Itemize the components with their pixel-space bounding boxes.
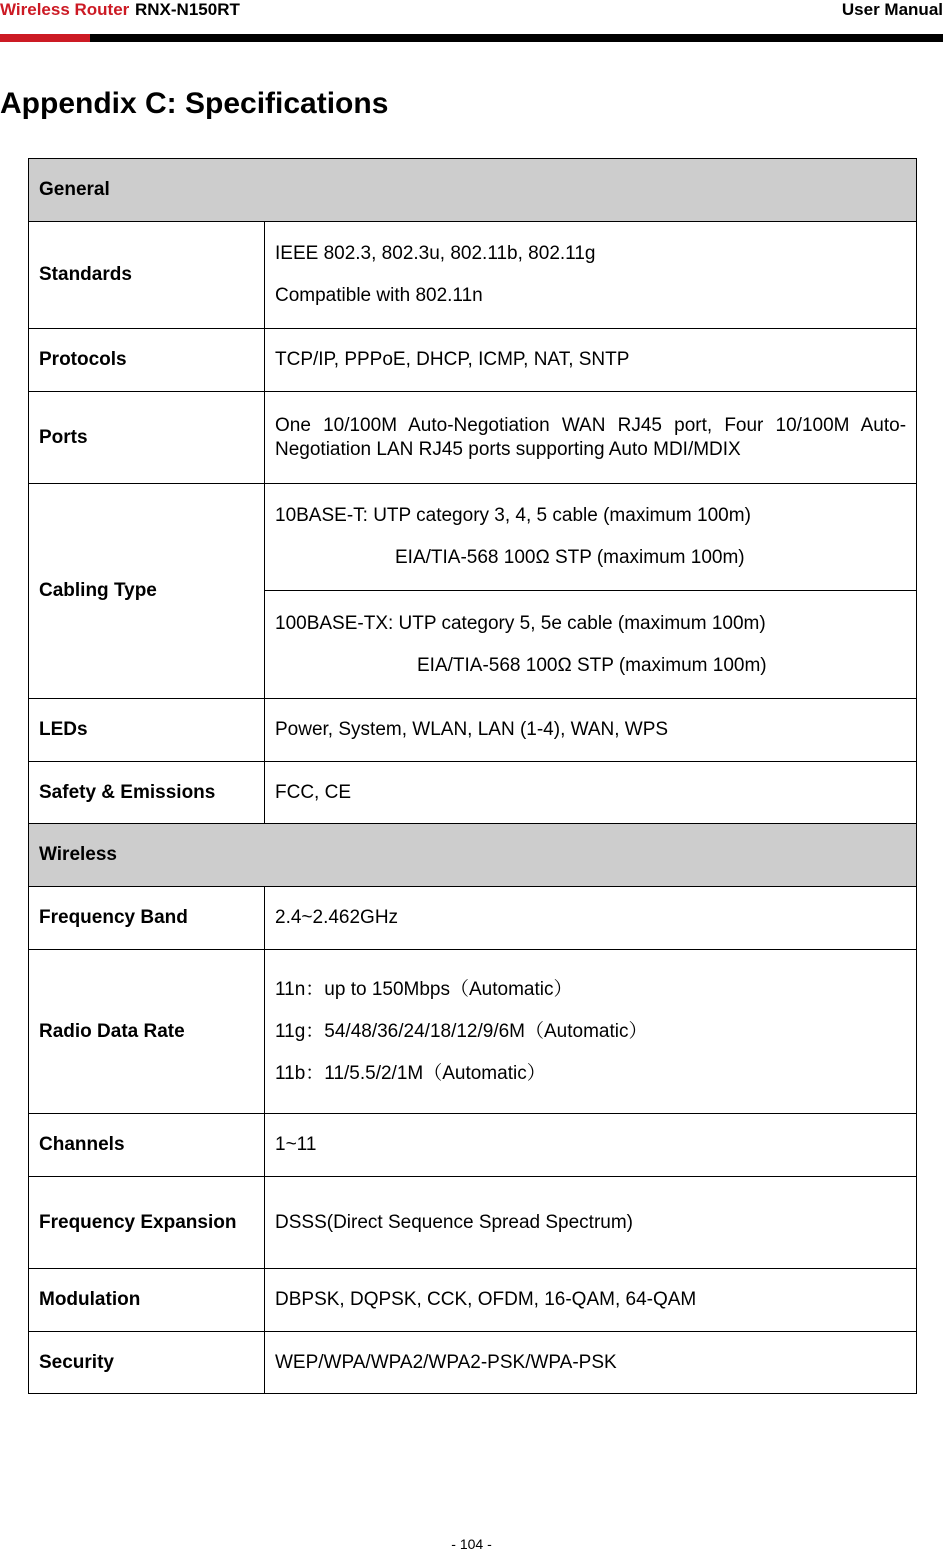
spec-value-line: 11g：54/48/36/24/18/12/9/6M（Automatic）	[275, 1020, 648, 1042]
spec-value: TCP/IP, PPPoE, DHCP, ICMP, NAT, SNTP	[265, 329, 917, 392]
spec-value-line: 100BASE-TX: UTP category 5, 5e cable (maximum 100m)	[275, 612, 766, 634]
spec-row-standards	[29, 222, 917, 329]
spec-row-protocols	[29, 329, 917, 392]
spec-value	[265, 950, 917, 1114]
spec-row-radio-data-rate	[29, 950, 917, 1114]
spec-value	[265, 484, 917, 591]
header-rule	[90, 34, 943, 42]
spec-value-line: 11b：11/5.5/2/1M（Automatic）	[275, 1062, 546, 1084]
spec-value-line: EIA/TIA-568 100Ω STP (maximum 100m)	[417, 654, 767, 676]
spec-label: LEDs	[29, 699, 265, 762]
page-number: - 104 -	[451, 1536, 492, 1552]
spec-row-leds	[29, 699, 917, 762]
spec-row-safety-emissions	[29, 762, 917, 824]
spec-label: Frequency Band	[29, 887, 265, 950]
section-header-general	[29, 159, 917, 222]
spec-label: Standards	[29, 222, 265, 329]
section-header-wireless	[29, 824, 917, 887]
spec-value	[265, 591, 917, 699]
spec-value: Power, System, WLAN, LAN (1-4), WAN, WPS	[265, 699, 917, 762]
spec-row-modulation	[29, 1269, 917, 1332]
section-title: Wireless	[29, 824, 917, 887]
spec-row-frequency-band	[29, 887, 917, 950]
spec-value: WEP/WPA/WPA2/WPA2-PSK/WPA-PSK	[265, 1332, 917, 1394]
spec-label: Safety & Emissions	[29, 762, 265, 824]
spec-value: One 10/100M Auto-Negotiation WAN RJ45 port, Four 10/100M Auto-Negotiation LAN RJ45 ports supporting Auto MDI/MDIX	[265, 392, 917, 484]
spec-label: Channels	[29, 1114, 265, 1177]
header-rule-accent	[0, 34, 90, 42]
spec-value-line: 10BASE-T: UTP category 3, 4, 5 cable (maximum 100m)	[275, 505, 751, 526]
spec-label: Ports	[29, 392, 265, 484]
page-title: Appendix C: Specifications	[0, 87, 389, 120]
spec-label: Radio Data Rate	[29, 950, 265, 1114]
spec-label: Frequency Expansion	[29, 1177, 265, 1269]
model-name: RNX-N150RT	[135, 0, 240, 19]
spec-row-ports	[29, 392, 917, 484]
spec-label: Security	[29, 1332, 265, 1394]
spec-row-frequency-expansion	[29, 1177, 917, 1269]
spec-label: Cabling Type	[29, 484, 265, 699]
document-type: User Manual	[841, 0, 943, 19]
spec-row-cabling-type	[29, 484, 917, 591]
spec-label: Modulation	[29, 1269, 265, 1332]
spec-value: 2.4~2.462GHz	[265, 887, 917, 950]
spec-value-line: Compatible with 802.11n	[275, 285, 483, 306]
specifications-table	[28, 158, 917, 1394]
spec-value: DSSS(Direct Sequence Spread Spectrum)	[265, 1177, 917, 1269]
brand-name: Wireless Router	[0, 0, 130, 19]
spec-value-line: EIA/TIA-568 100Ω STP (maximum 100m)	[395, 547, 745, 568]
spec-value-line: IEEE 802.3, 802.3u, 802.11b, 802.11g	[275, 243, 596, 264]
spec-value: DBPSK, DQPSK, CCK, OFDM, 16-QAM, 64-QAM	[265, 1269, 917, 1332]
spec-row-security	[29, 1332, 917, 1394]
spec-value-line: 11n：up to 150Mbps（Automatic）	[275, 978, 573, 1000]
spec-value	[265, 222, 917, 329]
page-header	[0, 0, 943, 44]
spec-label: Protocols	[29, 329, 265, 392]
section-title: General	[29, 159, 917, 222]
spec-row-channels	[29, 1114, 917, 1177]
spec-value: 1~11	[265, 1114, 917, 1177]
spec-value: FCC, CE	[265, 762, 917, 824]
